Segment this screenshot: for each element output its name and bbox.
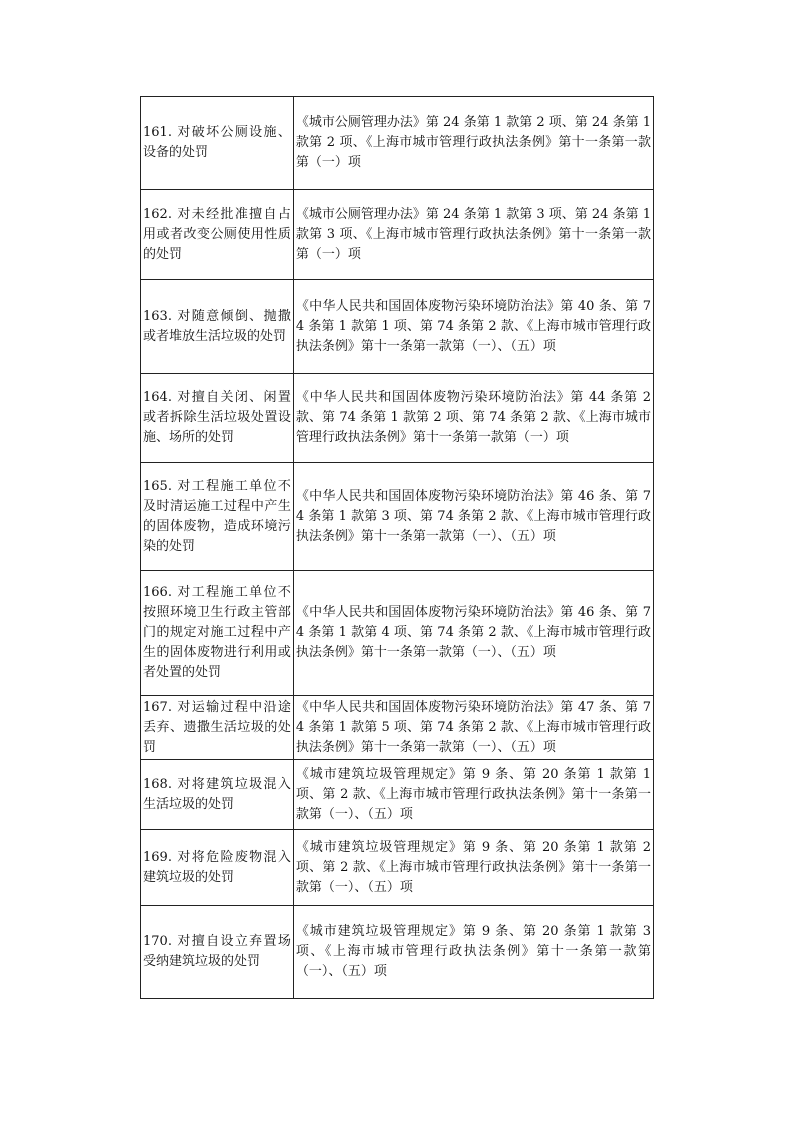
table-row <box>141 830 654 906</box>
penalty-item-cell: 169. 对将危险废物混入建筑垃圾的处罚 <box>141 830 294 906</box>
penalty-item-cell: 166. 对工程施工单位不按照环境卫生行政主管部门的规定对施工过程中产生的固体废物进行利用或者处置的处罚 <box>141 571 294 696</box>
penalty-item-cell: 163. 对随意倾倒、抛撒或者堆放生活垃圾的处罚 <box>141 280 294 374</box>
penalty-item-cell: 165. 对工程施工单位不及时清运施工过程中产生的固体废物，造成环境污染的处罚 <box>141 463 294 571</box>
legal-basis-cell: 《城市公厕管理办法》第 24 条第 1 款第 3 项、第 24 条第 1 款第 3 项、《上海市城市管理行政执法条例》第十一条第一款第（一）项 <box>293 190 653 280</box>
penalty-item-cell: 162. 对未经批准擅自占用或者改变公厕使用性质的处罚 <box>141 190 294 280</box>
table-row <box>141 190 654 280</box>
legal-basis-cell: 《城市公厕管理办法》第 24 条第 1 款第 2 项、第 24 条第 1 款第 2 项、《上海市城市管理行政执法条例》第十一条第一款第（一）项 <box>293 97 653 190</box>
legal-basis-cell: 《中华人民共和国固体废物污染环境防治法》第 47 条、第 74 条第 1 款第 5 项、第 74 条第 2 款、《上海市城市管理行政执法条例》第十一条第一款第（一）、（五）项 <box>293 696 653 760</box>
legal-basis-cell: 《中华人民共和国固体废物污染环境防治法》第 46 条、第 74 条第 1 款第 4 项、第 74 条第 2 款、《上海市城市管理行政执法条例》第十一条第一款第（一）、（五）项 <box>293 571 653 696</box>
penalty-item-cell: 164. 对擅自关闭、闲置或者拆除生活垃圾处置设施、场所的处罚 <box>141 374 294 463</box>
legal-basis-cell: 《城市建筑垃圾管理规定》第 9 条、第 20 条第 1 款第 2 项、第 2 款、《上海市城市管理行政执法条例》第十一条第一款第（一）、（五）项 <box>293 830 653 906</box>
penalty-item-cell: 167. 对运输过程中沿途丢弃、遗撒生活垃圾的处罚 <box>141 696 294 760</box>
penalty-basis-table <box>140 96 654 999</box>
legal-basis-cell: 《中华人民共和国固体废物污染环境防治法》第 46 条、第 74 条第 1 款第 3 项、第 74 条第 2 款、《上海市城市管理行政执法条例》第十一条第一款第（一）、（五）项 <box>293 463 653 571</box>
table-row <box>141 280 654 374</box>
penalty-item-cell: 170. 对擅自设立弃置场受纳建筑垃圾的处罚 <box>141 906 294 999</box>
table-row <box>141 571 654 696</box>
legal-basis-cell: 《中华人民共和国固体废物污染环境防治法》第 40 条、第 74 条第 1 款第 1 项、第 74 条第 2 款、《上海市城市管理行政执法条例》第十一条第一款第（一）、（五）项 <box>293 280 653 374</box>
penalty-item-cell: 161. 对破坏公厕设施、设备的处罚 <box>141 97 294 190</box>
table-row <box>141 463 654 571</box>
table-row <box>141 760 654 830</box>
legal-basis-cell: 《中华人民共和国固体废物污染环境防治法》第 44 条第 2 款、第 74 条第 1 款第 2 项、第 74 条第 2 款、《上海市城市管理行政执法条例》第十一条第一款第（一）项 <box>293 374 653 463</box>
table-row <box>141 696 654 760</box>
penalty-item-cell: 168. 对将建筑垃圾混入生活垃圾的处罚 <box>141 760 294 830</box>
legal-basis-cell: 《城市建筑垃圾管理规定》第 9 条、第 20 条第 1 款第 3 项、《上海市城市管理行政执法条例》第十一条第一款第（一）、（五）项 <box>293 906 653 999</box>
legal-basis-cell: 《城市建筑垃圾管理规定》第 9 条、第 20 条第 1 款第 1 项、第 2 款、《上海市城市管理行政执法条例》第十一条第一款第（一）、（五）项 <box>293 760 653 830</box>
table-row <box>141 97 654 190</box>
table-row <box>141 906 654 999</box>
table-row <box>141 374 654 463</box>
